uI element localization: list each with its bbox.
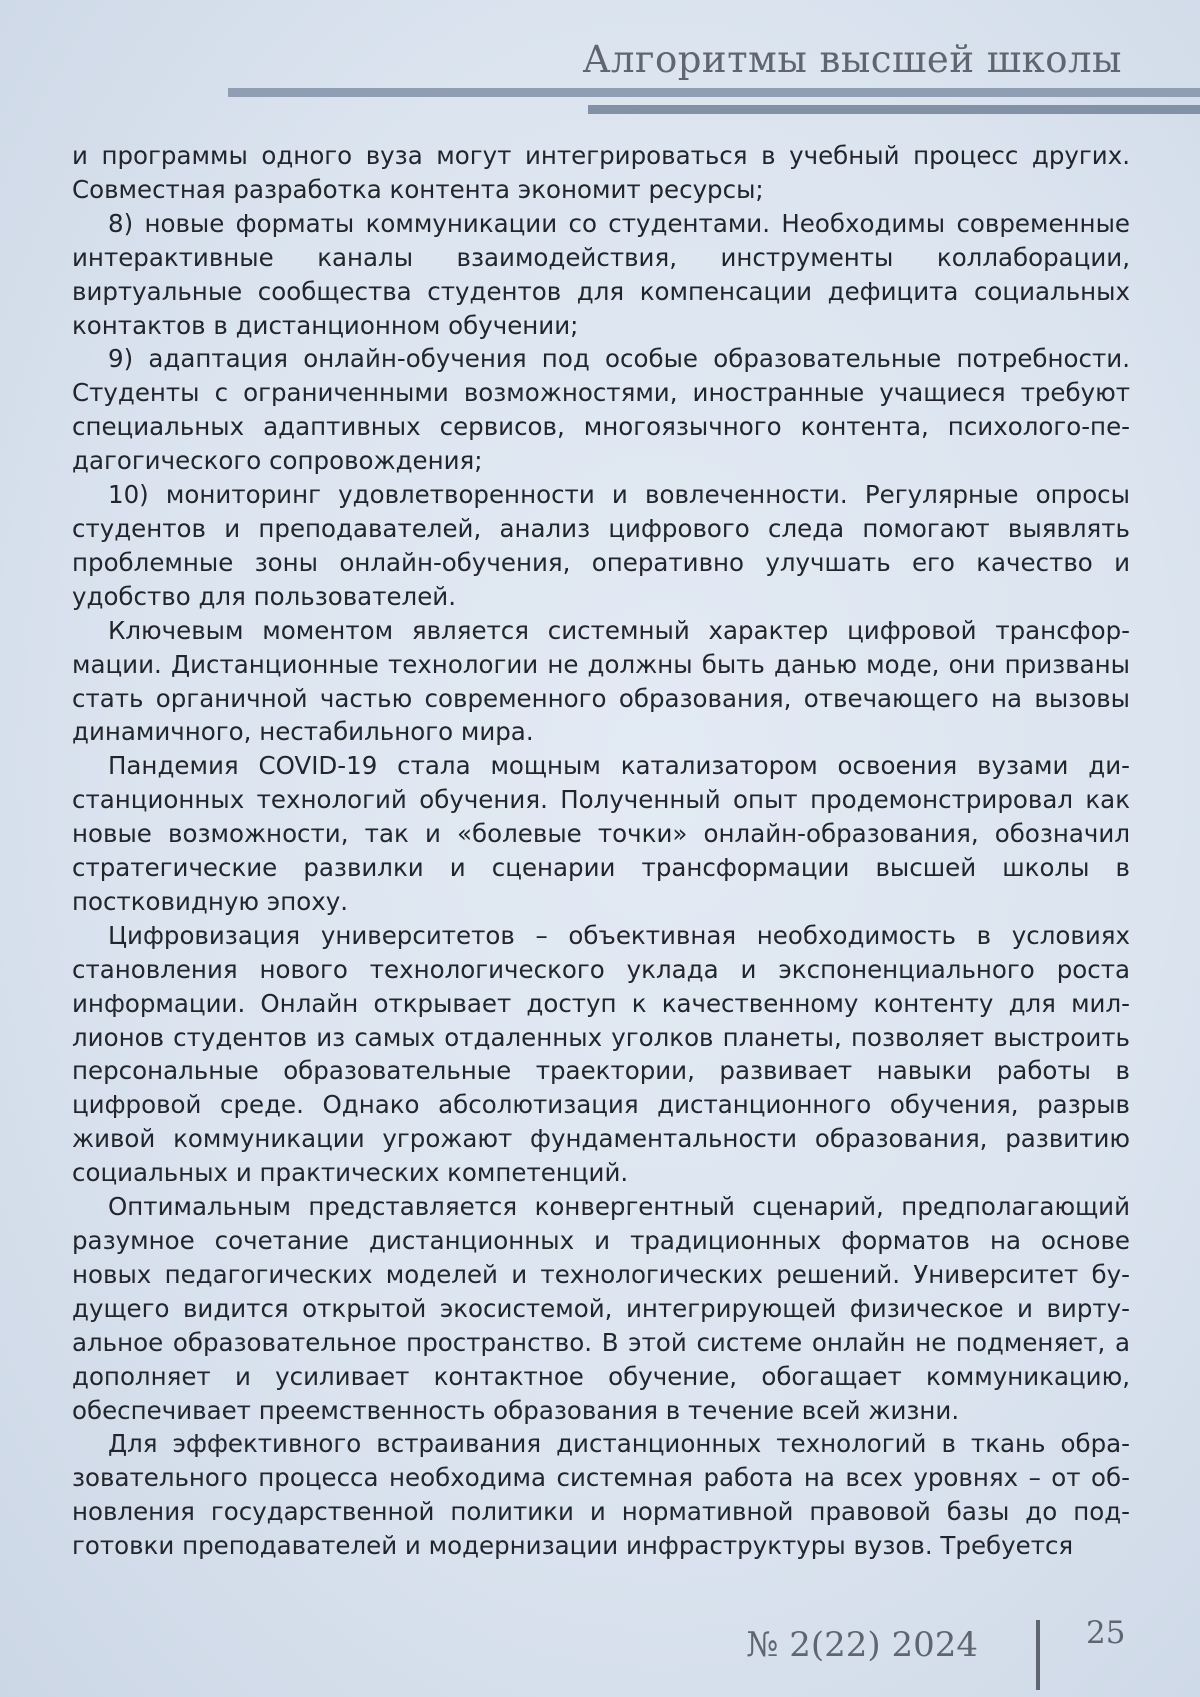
page-number: 25 bbox=[1086, 1615, 1125, 1651]
header-rule-upper bbox=[228, 88, 1200, 97]
list-item-8: 8) новые форматы коммуникации со студентами. Необходимы современ­ные интерактивные каналы взаимодействия, инструменты коллаборации, виртуальные сообщества студентов для компенсации дефицита социальных контактов в дистанционном обучении; bbox=[72, 207, 1130, 343]
issue-number: № 2(22) 2024 bbox=[746, 1625, 978, 1665]
paragraph-systemic-character: Ключевым моментом является системный характер цифровой трансфор­мации. Дистанционные технологии не должны быть данью моде, они призва­ны стать органичной частью современного образования, отвечающего на вы­зовы динамичного, нестабильного мира. bbox=[72, 614, 1130, 750]
running-header-title: Алгоритмы высшей школы bbox=[583, 38, 1122, 81]
paragraph-continuation: и программы одного вуза могут интегрироваться в учебный процесс других. Совместная разработка контента экономит ресурсы; bbox=[72, 139, 1130, 207]
paragraph-integration: Для эффективного встраивания дистанционных технологий в ткань обра­зовательного процесса необходима системная работа на всех уровнях – от об­новления государственной политики и нормативной правовой базы до под­готовки преподавателей и модернизации инфраструктуры вузов. Требуется bbox=[72, 1427, 1130, 1563]
journal-page bbox=[0, 0, 1200, 1697]
paragraph-digitalization: Цифровизация университетов – объективная необходимость в условиях становления нового технологического уклада и экспоненциального роста информации. Онлайн открывает доступ к качественному контенту для мил­лионов студентов из самых отдаленных уголков планеты, позволяет выстро­ить персональные образовательные траектории, развивает навыки работы в цифровой среде. Однако абсолютизация дистанционного обучения, разрыв живой коммуникации угрожают фундаментальности образования, развитию социальных и практических компетенций. bbox=[72, 919, 1130, 1190]
list-item-10: 10) мониторинг удовлетворенности и вовлеченности. Регулярные опросы студентов и преподавателей, анализ цифрового следа помогают выявлять проблемные зоны онлайн-обучения, оперативно улучшать его качество и удобство для пользователей. bbox=[72, 478, 1130, 614]
paragraph-pandemic: Пандемия COVID-19 стала мощным катализатором освоения вузами ди­станционных технологий обучения. Полученный опыт продемонстрировал как новые возможности, так и «болевые точки» онлайн-образования, обозна­чил стратегические развилки и сценарии трансформации высшей школы в постковидную эпоху. bbox=[72, 749, 1130, 919]
paragraph-convergent-scenario: Оптимальным представляется конвергентный сценарий, предполагающий разумное сочетание дистанционных и традиционных форматов на основе новых педагогических моделей и технологических решений. Университет бу­дущего видится открытой экосистемой, интегрирующей физическое и вирту­альное образовательное пространство. В этой системе онлайн не подменяет, а дополняет и усиливает контактное обучение, обогащает коммуникацию, обеспечивает преемственность образования в течение всей жизни. bbox=[72, 1190, 1130, 1427]
footer-divider bbox=[1036, 1620, 1040, 1690]
list-item-9: 9) адаптация онлайн-обучения под особые образовательные потребности. Студенты с ограниченными возможностями, иностранные учащиеся требуют специальных адаптивных сервисов, многоязычного контента, психолого-пе­дагогического сопровождения; bbox=[72, 342, 1130, 478]
article-body bbox=[72, 139, 1130, 1563]
header-rule-lower bbox=[588, 105, 1200, 114]
